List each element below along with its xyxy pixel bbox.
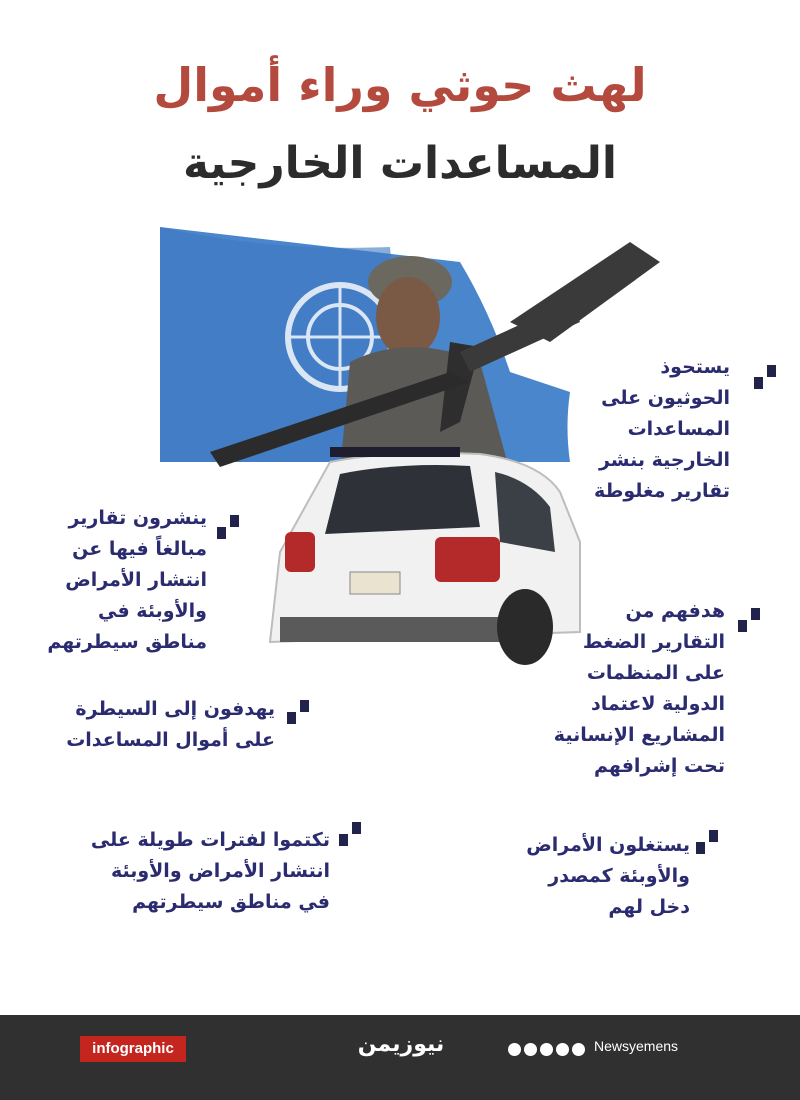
bullet-text-5: [70, 825, 330, 918]
twitter-icon[interactable]: [524, 1043, 537, 1056]
bullet-line: تكتموا لفترات طويلة على: [90, 829, 330, 851]
infographic-badge: infographic: [80, 1036, 186, 1062]
youtube-icon[interactable]: [572, 1043, 585, 1056]
bullet-line: في مناطق سيطرتهم: [132, 891, 330, 913]
bullet-text-1: [510, 352, 730, 507]
bullet-line: تقارير مغلوطة: [593, 480, 730, 502]
bullet-line: مناطق سيطرتهم: [47, 631, 207, 653]
bullet-marker-icon: [339, 822, 361, 846]
bullet-line: والأوبئة كمصدر: [548, 865, 690, 887]
brand-logo: [336, 1032, 466, 1064]
bullet-line: مبالغاً فيها عن: [72, 538, 207, 560]
bullet-marker-icon: [738, 608, 760, 632]
bullet-line: على أموال المساعدات: [66, 729, 275, 751]
bullet-line: دخل لهم: [608, 896, 690, 918]
social-handle[interactable]: Newsyemens: [594, 1038, 679, 1054]
bullet-text-3: [485, 596, 725, 782]
bullet-line: ينشرون تقارير: [68, 507, 207, 529]
bullet-line: يستغلون الأمراض: [526, 834, 690, 856]
bullet-line: التقارير الضغط: [582, 631, 725, 653]
bullet-line: المساعدات: [627, 418, 730, 440]
bullet-marker-icon: [217, 515, 239, 539]
brand-name: نيوزيمن: [357, 1032, 445, 1057]
bullet-line: انتشار الأمراض والأوبئة: [110, 860, 330, 882]
social-icons: [508, 1041, 588, 1055]
title-line-2: المساعدات الخارجية: [182, 138, 617, 189]
bullet-marker-icon: [696, 830, 718, 854]
bullet-text-2: [7, 503, 207, 658]
bullet-line: يستحوذ: [660, 356, 730, 378]
bullet-line: الحوثيون على: [601, 387, 730, 409]
bullet-line: تحت إشرافهم: [594, 755, 725, 777]
bullet-line: يهدفون إلى السيطرة: [75, 698, 275, 720]
bullet-text-4: [45, 694, 275, 756]
facebook-icon[interactable]: [508, 1043, 521, 1056]
telegram-icon[interactable]: [556, 1043, 569, 1056]
bullet-marker-icon: [754, 365, 776, 389]
bullet-line: المشاريع الإنسانية: [553, 724, 725, 746]
title-line-1: لهث حوثي وراء أموال: [153, 58, 647, 112]
bullet-line: والأوبئة في: [98, 600, 207, 622]
bullet-line: الدولية لاعتماد: [591, 693, 725, 715]
bullet-line: هدفهم من: [625, 600, 725, 622]
instagram-icon[interactable]: [540, 1043, 553, 1056]
bullet-text-6: [490, 830, 690, 923]
bullet-line: الخارجية بنشر: [598, 449, 730, 471]
bullet-marker-icon: [287, 700, 309, 724]
bullet-line: انتشار الأمراض: [65, 569, 207, 591]
bullet-line: على المنظمات: [586, 662, 725, 684]
